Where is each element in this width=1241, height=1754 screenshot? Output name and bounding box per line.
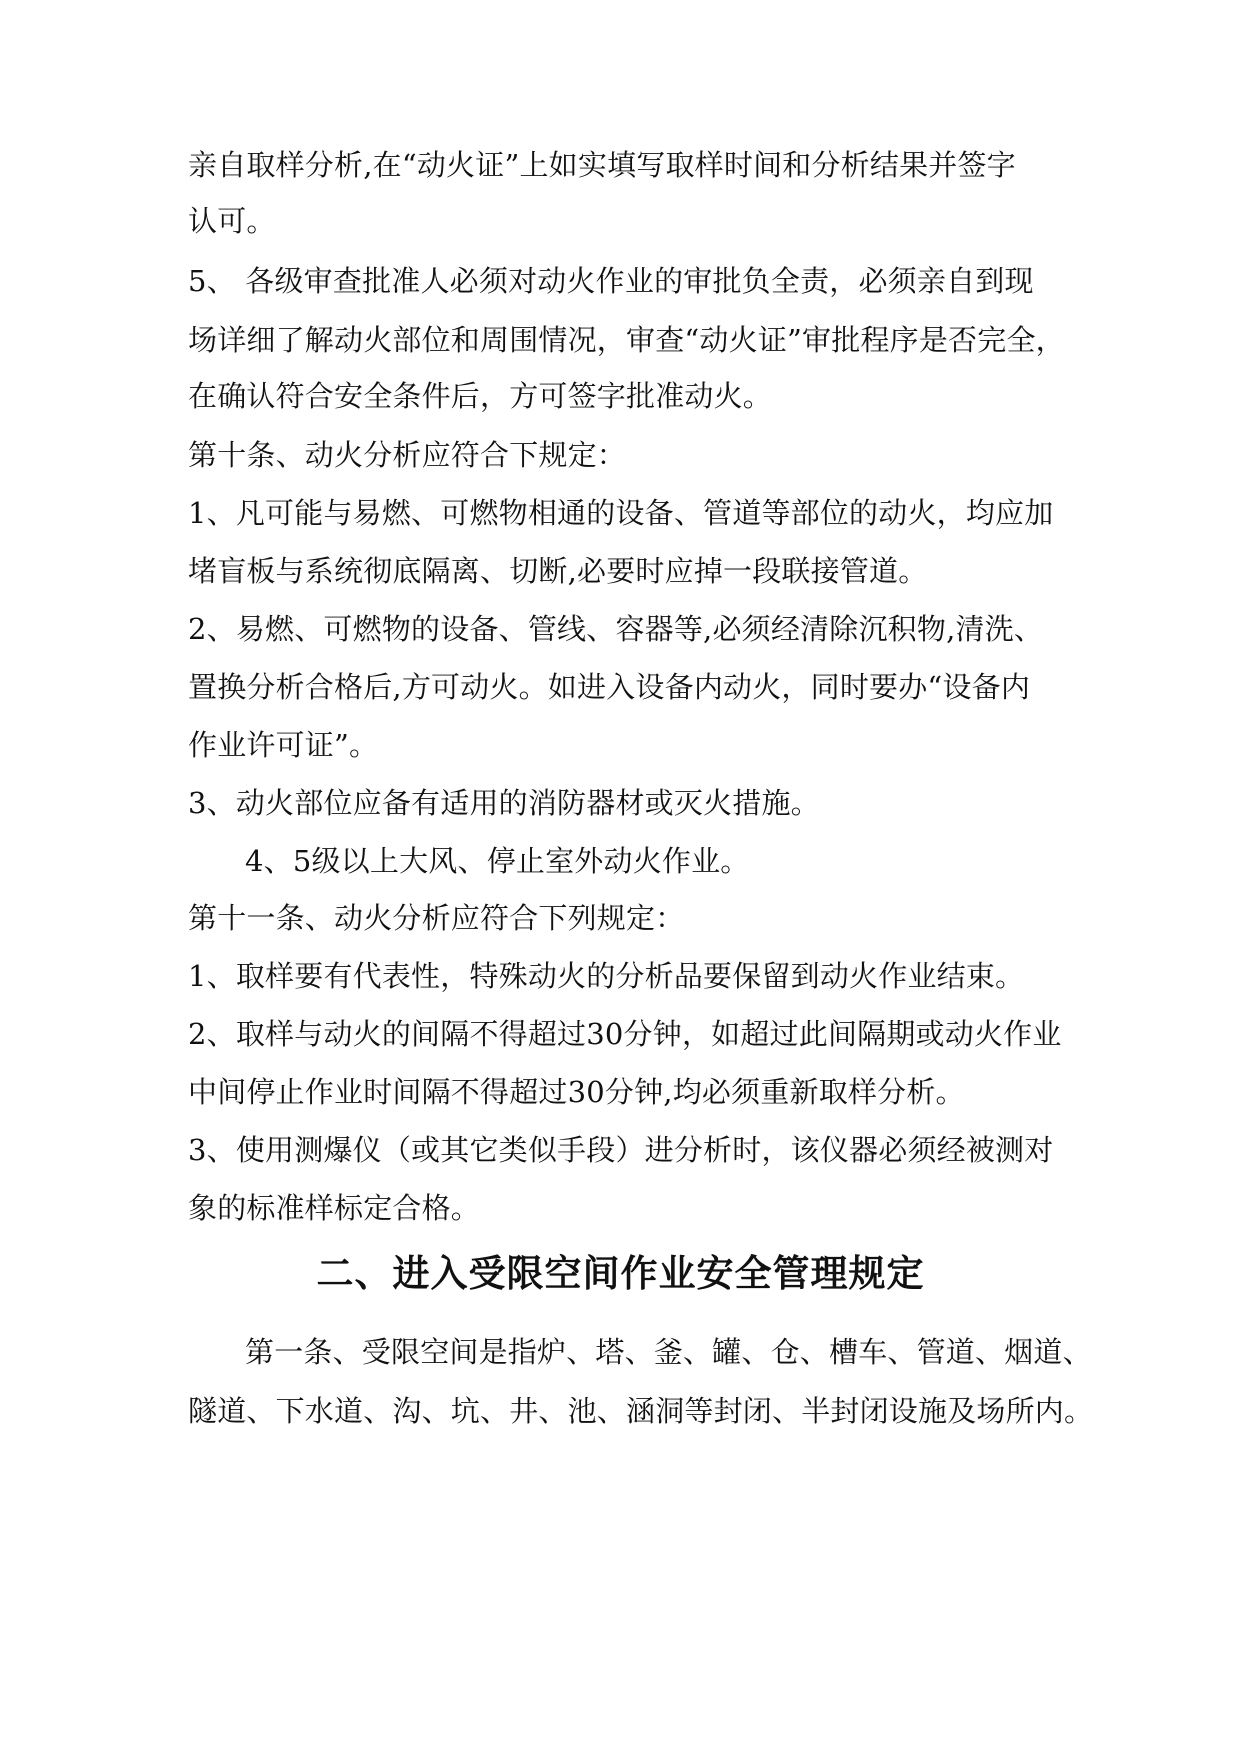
text-line: 第十条、动火分析应符合下规定： [188, 438, 627, 472]
text-line: 认可。 [188, 204, 276, 238]
text-line: 堵盲板与系统彻底隔离、切断,必要时应掉一段联接管道。 [188, 554, 928, 588]
text-line: 3、动火部位应备有适用的消防器材或灭火措施。 [188, 786, 820, 820]
text-line: 2、取样与动火的间隔不得超过30分钟，如超过此间隔期或动火作业 [188, 1017, 1062, 1051]
text-line: 隧道、下水道、沟、坑、井、池、涵洞等封闭、半封闭设施及场所内。 [188, 1394, 1094, 1428]
text-line: 象的标准样标定合格。 [188, 1191, 481, 1225]
section-heading: 二、进入受限空间作业安全管理规定 [316, 1251, 925, 1295]
text-line: 场详细了解动火部位和周围情况，审查“动火证”审批程序是否完全， [188, 323, 1065, 357]
text-line: 1、取样要有代表性，特殊动火的分析品要保留到动火作业结束。 [188, 959, 1025, 993]
text-line: 4、5级以上大风、停止室外动火作业。 [245, 844, 750, 878]
text-line: 第十一条、动火分析应符合下列规定： [188, 901, 685, 935]
text-line: 作业许可证”。 [188, 728, 379, 762]
text-line: 亲自取样分析,在“动火证”上如实填写取样时间和分析结果并签字 [188, 148, 1016, 182]
text-line: 1、凡可能与易燃、可燃物相通的设备、管道等部位的动火，均应加 [188, 496, 1054, 530]
text-line: 置换分析合格后,方可动火。如进入设备内动火，同时要办“设备内 [188, 670, 1031, 704]
text-line: 中间停止作业时间隔不得超过30分钟,均必须重新取样分析。 [188, 1075, 965, 1109]
text-line: 2、易燃、可燃物的设备、管线、容器等,必须经清除沉积物,清洗、 [188, 612, 1044, 646]
text-line: 第一条、受限空间是指炉、塔、釜、罐、仓、槽车、管道、烟道、 [245, 1335, 1092, 1369]
text-line: 在确认符合安全条件后，方可签字批准动火。 [188, 379, 773, 413]
text-line: 5、 各级审查批准人必须对动火作业的审批负全责，必须亲自到现 [188, 264, 1034, 298]
text-line: 3、使用测爆仪（或其它类似手段）进分析时，该仪器必须经被测对 [188, 1133, 1054, 1167]
